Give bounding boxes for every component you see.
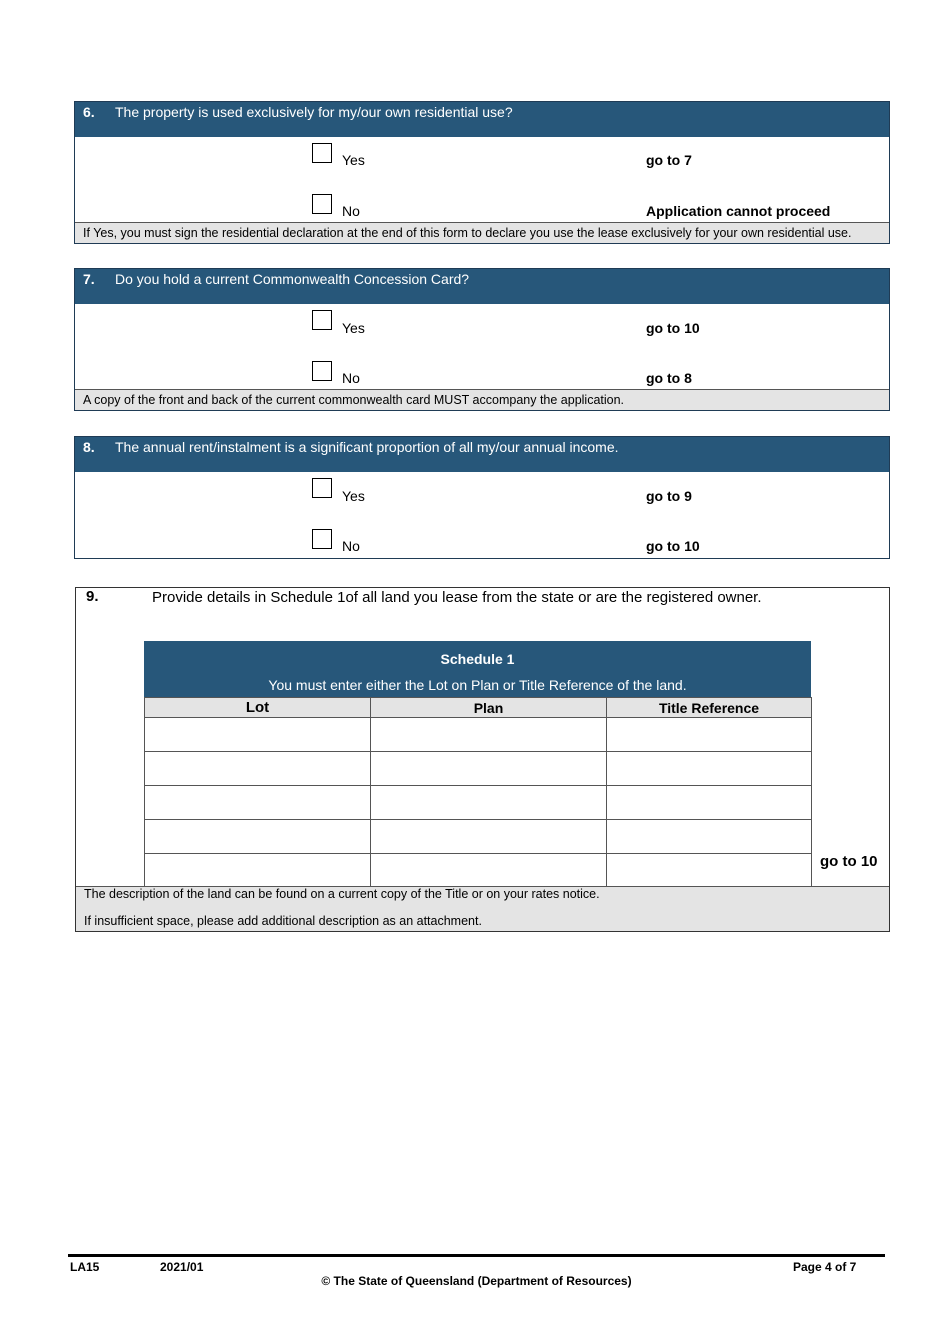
question-9-note-line-1: The description of the land can be found on a current copy of the Title or on your rates notice. bbox=[84, 887, 600, 901]
question-8-header bbox=[75, 437, 889, 472]
title-reference-cell[interactable] bbox=[607, 786, 812, 820]
table-row bbox=[145, 854, 812, 888]
schedule-1-header bbox=[144, 641, 811, 697]
table-row bbox=[145, 752, 812, 786]
question-8-no-label: No bbox=[342, 538, 360, 554]
question-6-yes-checkbox[interactable] bbox=[312, 143, 332, 163]
question-6-option-yes bbox=[75, 137, 889, 188]
question-9-note-line-2: If insufficient space, please add additional description as an attachment. bbox=[84, 914, 482, 928]
plan-cell[interactable] bbox=[371, 854, 607, 888]
lot-cell[interactable] bbox=[145, 820, 371, 854]
question-8-option-no bbox=[75, 523, 889, 558]
table-row bbox=[145, 718, 812, 752]
plan-cell[interactable] bbox=[371, 718, 607, 752]
table-row bbox=[145, 786, 812, 820]
question-8-no-action: go to 10 bbox=[646, 538, 700, 554]
question-8-no-checkbox[interactable] bbox=[312, 529, 332, 549]
plan-cell[interactable] bbox=[371, 752, 607, 786]
question-8-section bbox=[74, 436, 890, 559]
table-row bbox=[145, 820, 812, 854]
lot-cell[interactable] bbox=[145, 854, 371, 888]
lot-cell[interactable] bbox=[145, 786, 371, 820]
question-6-header bbox=[75, 102, 889, 137]
question-8-yes-checkbox[interactable] bbox=[312, 478, 332, 498]
question-9-section bbox=[75, 587, 890, 932]
question-8-yes-label: Yes bbox=[342, 488, 365, 504]
title-reference-cell[interactable] bbox=[607, 752, 812, 786]
question-7-text: Do you hold a current Commonwealth Concession Card? bbox=[115, 271, 470, 287]
question-7-section bbox=[74, 268, 890, 411]
title-reference-cell[interactable] bbox=[607, 854, 812, 888]
schedule-1-grid bbox=[144, 697, 812, 888]
question-6-number: 6. bbox=[83, 104, 95, 120]
copyright-notice: © The State of Queensland (Department of Resources) bbox=[321, 1274, 632, 1288]
question-7-option-no bbox=[75, 355, 889, 389]
question-7-no-action: go to 8 bbox=[646, 370, 692, 386]
schedule-1-header-row bbox=[145, 698, 812, 718]
question-8-text: The annual rent/instalment is a significant proportion of all my/our annual income. bbox=[115, 439, 619, 455]
question-8-option-yes bbox=[75, 472, 889, 523]
lot-cell[interactable] bbox=[145, 718, 371, 752]
plan-cell[interactable] bbox=[371, 820, 607, 854]
question-9-action: go to 10 bbox=[820, 853, 878, 870]
plan-cell[interactable] bbox=[371, 786, 607, 820]
column-header-plan: Plan bbox=[371, 698, 607, 718]
question-6-no-label: No bbox=[342, 203, 360, 219]
question-8-yes-action: go to 9 bbox=[646, 488, 692, 504]
question-7-no-label: No bbox=[342, 370, 360, 386]
schedule-1-table bbox=[144, 641, 811, 888]
schedule-1-subtitle: You must enter either the Lot on Plan or Title Reference of the land. bbox=[268, 677, 687, 693]
question-7-note: A copy of the front and back of the current commonwealth card MUST accompany the application. bbox=[75, 389, 889, 410]
question-6-section bbox=[74, 101, 890, 244]
question-7-option-yes bbox=[75, 304, 889, 355]
question-6-option-no bbox=[75, 188, 889, 222]
lot-cell[interactable] bbox=[145, 752, 371, 786]
question-7-yes-checkbox[interactable] bbox=[312, 310, 332, 330]
page-number: Page 4 of 7 bbox=[793, 1260, 857, 1274]
column-header-lot: Lot bbox=[145, 698, 371, 718]
question-7-yes-action: go to 10 bbox=[646, 320, 700, 336]
question-7-no-checkbox[interactable] bbox=[312, 361, 332, 381]
question-7-header bbox=[75, 269, 889, 304]
title-reference-cell[interactable] bbox=[607, 718, 812, 752]
question-6-note: If Yes, you must sign the residential declaration at the end of this form to declare you use the lease exclusively for your own residential use. bbox=[75, 222, 889, 243]
question-6-no-checkbox[interactable] bbox=[312, 194, 332, 214]
question-8-number: 8. bbox=[83, 439, 95, 455]
page-footer bbox=[68, 1254, 885, 1288]
schedule-1-title: Schedule 1 bbox=[440, 651, 515, 667]
form-version: 2021/01 bbox=[160, 1260, 204, 1274]
question-6-yes-action: go to 7 bbox=[646, 152, 692, 168]
question-7-number: 7. bbox=[83, 271, 95, 287]
question-6-text: The property is used exclusively for my/our own residential use? bbox=[115, 104, 513, 120]
question-9-number: 9. bbox=[86, 588, 99, 605]
column-header-title-reference: Title Reference bbox=[607, 698, 812, 718]
title-reference-cell[interactable] bbox=[607, 820, 812, 854]
form-code: LA15 bbox=[70, 1260, 100, 1274]
question-9-text: Provide details in Schedule 1of all land you lease from the state or are the registered owner. bbox=[152, 589, 762, 606]
question-6-yes-label: Yes bbox=[342, 152, 365, 168]
footer-divider bbox=[68, 1254, 885, 1257]
question-7-yes-label: Yes bbox=[342, 320, 365, 336]
question-6-no-action: Application cannot proceed bbox=[646, 203, 831, 219]
question-9-note bbox=[76, 886, 889, 931]
